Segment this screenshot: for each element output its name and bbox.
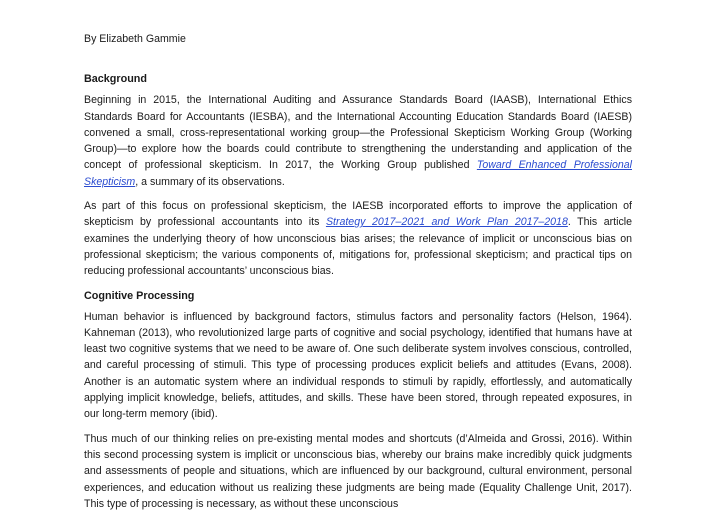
section-heading-cognitive-processing: Cognitive Processing (84, 289, 195, 302)
paragraph: Human behavior is influenced by background factors, stimulus factors and personality factors (Helson, 1964). Kahneman (2013), who revolutionized large parts of cognitive and social psychology, identified that humans have at least two cognitive systems that we need to be aware of. One such deliberate system involves conscious, controlled, and careful processing of stimuli. This type of processing produces explicit beliefs and attitudes (Evans, 2008). Another is an automatic system where an individual responds to stimuli by rapidly, effortlessly, and automatically applying implicit knowledge, beliefs, attitudes, and skills. These have been stored, through repeated exposures, in our long-term memory (ibid). (84, 310, 632, 421)
author-byline: By Elizabeth Gammie (84, 33, 186, 45)
article-body (84, 31, 632, 516)
section-heading-background: Background (84, 73, 147, 86)
paragraph-text: Beginning in 2015, the International Auditing and Assurance Standards Board (IAASB), International Ethics Standards Board for Accountants (IESBA), and the International Accounting Education Standards Board (IAESB) convened a small, cross-representational working group—the Professional Skepticism Working Group (Working Group)—to explore how the boards could contribute to strengthening the understanding and application of the concept of professional skepticism. In 2017, the Working Group published (84, 94, 632, 172)
paragraph-text: . This article examines the underlying theory of how unconscious bias arises; the relevance of implicit or unconscious bias on professional skepticism; the various components of, mitigations for, professional skepticism; and practical tips on reducing professional accountants’ unconscious bias. (84, 216, 632, 278)
paragraph-text: , a summary of its observations. (135, 175, 285, 188)
toward-enhanced-professional-skepticism-link[interactable]: Toward Enhanced Professional Skepticism (84, 159, 632, 188)
paragraph (84, 198, 632, 279)
paragraph-text: As part of this focus on professional skepticism, the IAESB incorporated efforts to improve the application of skepticism by professional accountants into its (84, 200, 632, 229)
strategy-work-plan-link[interactable]: Strategy 2017–2021 and Work Plan 2017–2018 (325, 216, 568, 229)
paragraph (84, 92, 632, 190)
paragraph: Thus much of our thinking relies on pre-existing mental modes and shortcuts (d’Almeida and Grossi, 2016). Within this second processing system is implicit or unconscious bias, whereby our brains make incredibly quick judgments and assessments of people and situations, which are influenced by our background, cultural environment, personal experiences, and education without us realizing these judgments are being made (Equality Challenge Unit, 2017). This type of processing is necessary, as without these unconscious (84, 432, 632, 510)
